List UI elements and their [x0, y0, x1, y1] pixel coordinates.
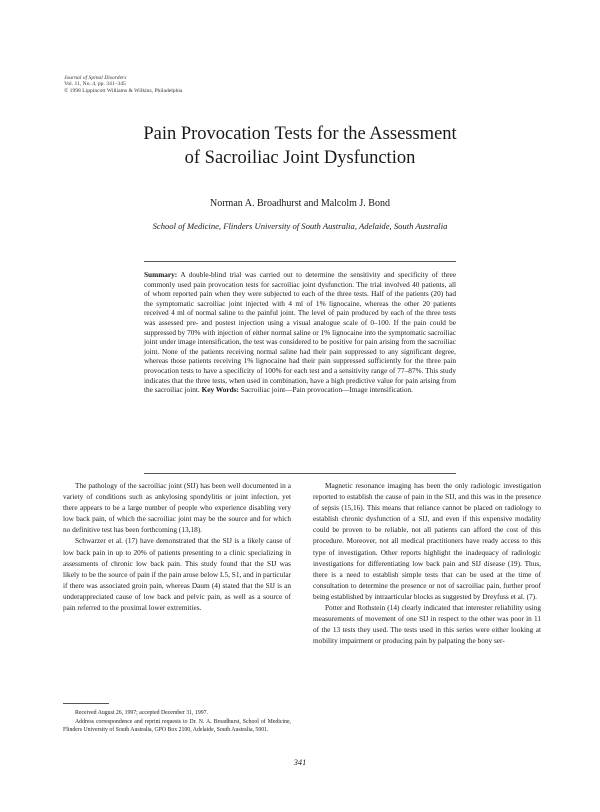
keywords-label: Key Words: — [201, 385, 239, 395]
title-line-1: Pain Provocation Tests for the Assessment — [143, 124, 457, 144]
journal-volume: Vol. 11, No. 4, pp. 341–345 — [64, 81, 126, 88]
article-title — [0, 122, 600, 170]
affiliation: School of Medicine, Flinders University of South Australia, Adelaide, South Australia — [152, 221, 448, 231]
summary-text: A double-blind trial was carried out to determine the sensitivity and specificity of three commonly used pain provocation tests for sacroiliac joint dysfunction. The trial involved 40 patients, all of whom reported pain when they were subjected to each of the three tests. Half of the patients (20) had the symptomatic sacroiliac joint injected with 4 ml of 1% lignocaine, whereas the other 20 patients received 4 ml of normal saline to the painful joint. The level of pain produced by each of the three tests was assessed pre- and postest injection using a visual analogue scale of 0–100. If the pain could be suppressed by 70% with injection of either normal saline or 1% lignocaine into the symptomatic sacroiliac joint under image intensification, the test was considered to be positive for pain arising from the sacroiliac joint. None of the patients receiving normal saline had their pain suppressed to any significant degree, whereas those patients receiving 1% lignocaine had their pain suppressed sufficiently for the three pain provocation tests to have a specificity of 100% for each test and a sensitivity range of 77–87%. This study indicates that the three tests, when used in combination, have a high predictive value for pain arising from the sacroiliac joint. — [144, 270, 457, 395]
summary-bottom-rule — [144, 473, 456, 474]
footnotes — [63, 709, 291, 735]
title-line-2: of Sacroiliac Joint Dysfunction — [184, 148, 416, 168]
right-paragraph-1: Magnetic resonance imaging has been the only radiologic investigation reported to establish the cause of pain in the SIJ, and this was in the presence of sepsis (15,16). This means that reliance cannot be placed on radiology to establish chronic dysfunction of a SIJ, and even if this expensive modality could be proven to be reliable, not all patients can afford the cost of this procedure. Moreover, not all medical practitioners have ready access to this type of investigation. Other reports highlight the inadequacy of radiologic investigations for differentiating low back pain and SIJ disease (19). Thus, there is a need to establish simple tests that can be used at the time of consultation to determine the presence or not of sacroiliac pain, further proof being established by intraarticular blocks as suggested by Dreyfuss et al. (7). — [313, 481, 541, 601]
journal-header — [64, 75, 182, 94]
left-paragraph-2: Schwarzer et al. (17) have demonstrated that the SIJ is a likely cause of low back pain in up to 20% of patients presenting to a clinic specializing in assessments of chronic low back pain. This study found that the SIJ was likely to be the source of pain if the pain arose below L5, S1, and in particular if there was associated groin pain, whereas Daum (4) stated that the SIJ is an underappreciated cause of low back and pelvic pain, as well as a source of pain referred to the proximal lower extremities. — [63, 536, 291, 613]
summary-label: Summary: — [144, 270, 178, 279]
summary-top-rule — [144, 261, 456, 262]
right-paragraph-2: Potter and Rothstein (14) clearly indicated that interester reliability using measurements of movement of one SIJ in respect to the other was poor in 11 of the 13 tests they used. The tests used in this series were either looking at mobility impairment or producing pain by palpating the bony ser- — [313, 603, 541, 646]
journal-copyright: © 1998 Lippincott Williams & Wilkins, Philadelphia — [64, 87, 183, 94]
left-column — [63, 480, 291, 613]
journal-name: Journal of Spinal Disorders — [64, 75, 127, 81]
left-paragraph-1: The pathology of the sacroiliac joint (SIJ) has been well documented in a variety of conditions such as ankylosing spondylitis or joint infection, yet there appears to be a large number of people who experience disabling very low back pain, of which the sacroiliac joint may be the source and for which no definitive test has been forthcoming (13,18). — [63, 481, 291, 535]
summary — [144, 270, 456, 395]
received-note: Received August 26, 1997; accepted December 31, 1997. — [75, 710, 208, 716]
correspondence-note: Address correspondence and reprint requests to Dr. N. A. Broadhurst, School of Medicine, Flinders University of South Australia, GPO Box 2100, Adelaide, South Australia, 5001. — [63, 718, 291, 734]
footnote-rule — [63, 703, 109, 704]
keywords: Sacroiliac joint—Pain provocation—Image intensification. — [240, 385, 414, 395]
authors: Norman A. Broadhurst and Malcolm J. Bond — [210, 198, 390, 209]
page-number: 341 — [293, 758, 307, 767]
right-column — [313, 480, 541, 646]
